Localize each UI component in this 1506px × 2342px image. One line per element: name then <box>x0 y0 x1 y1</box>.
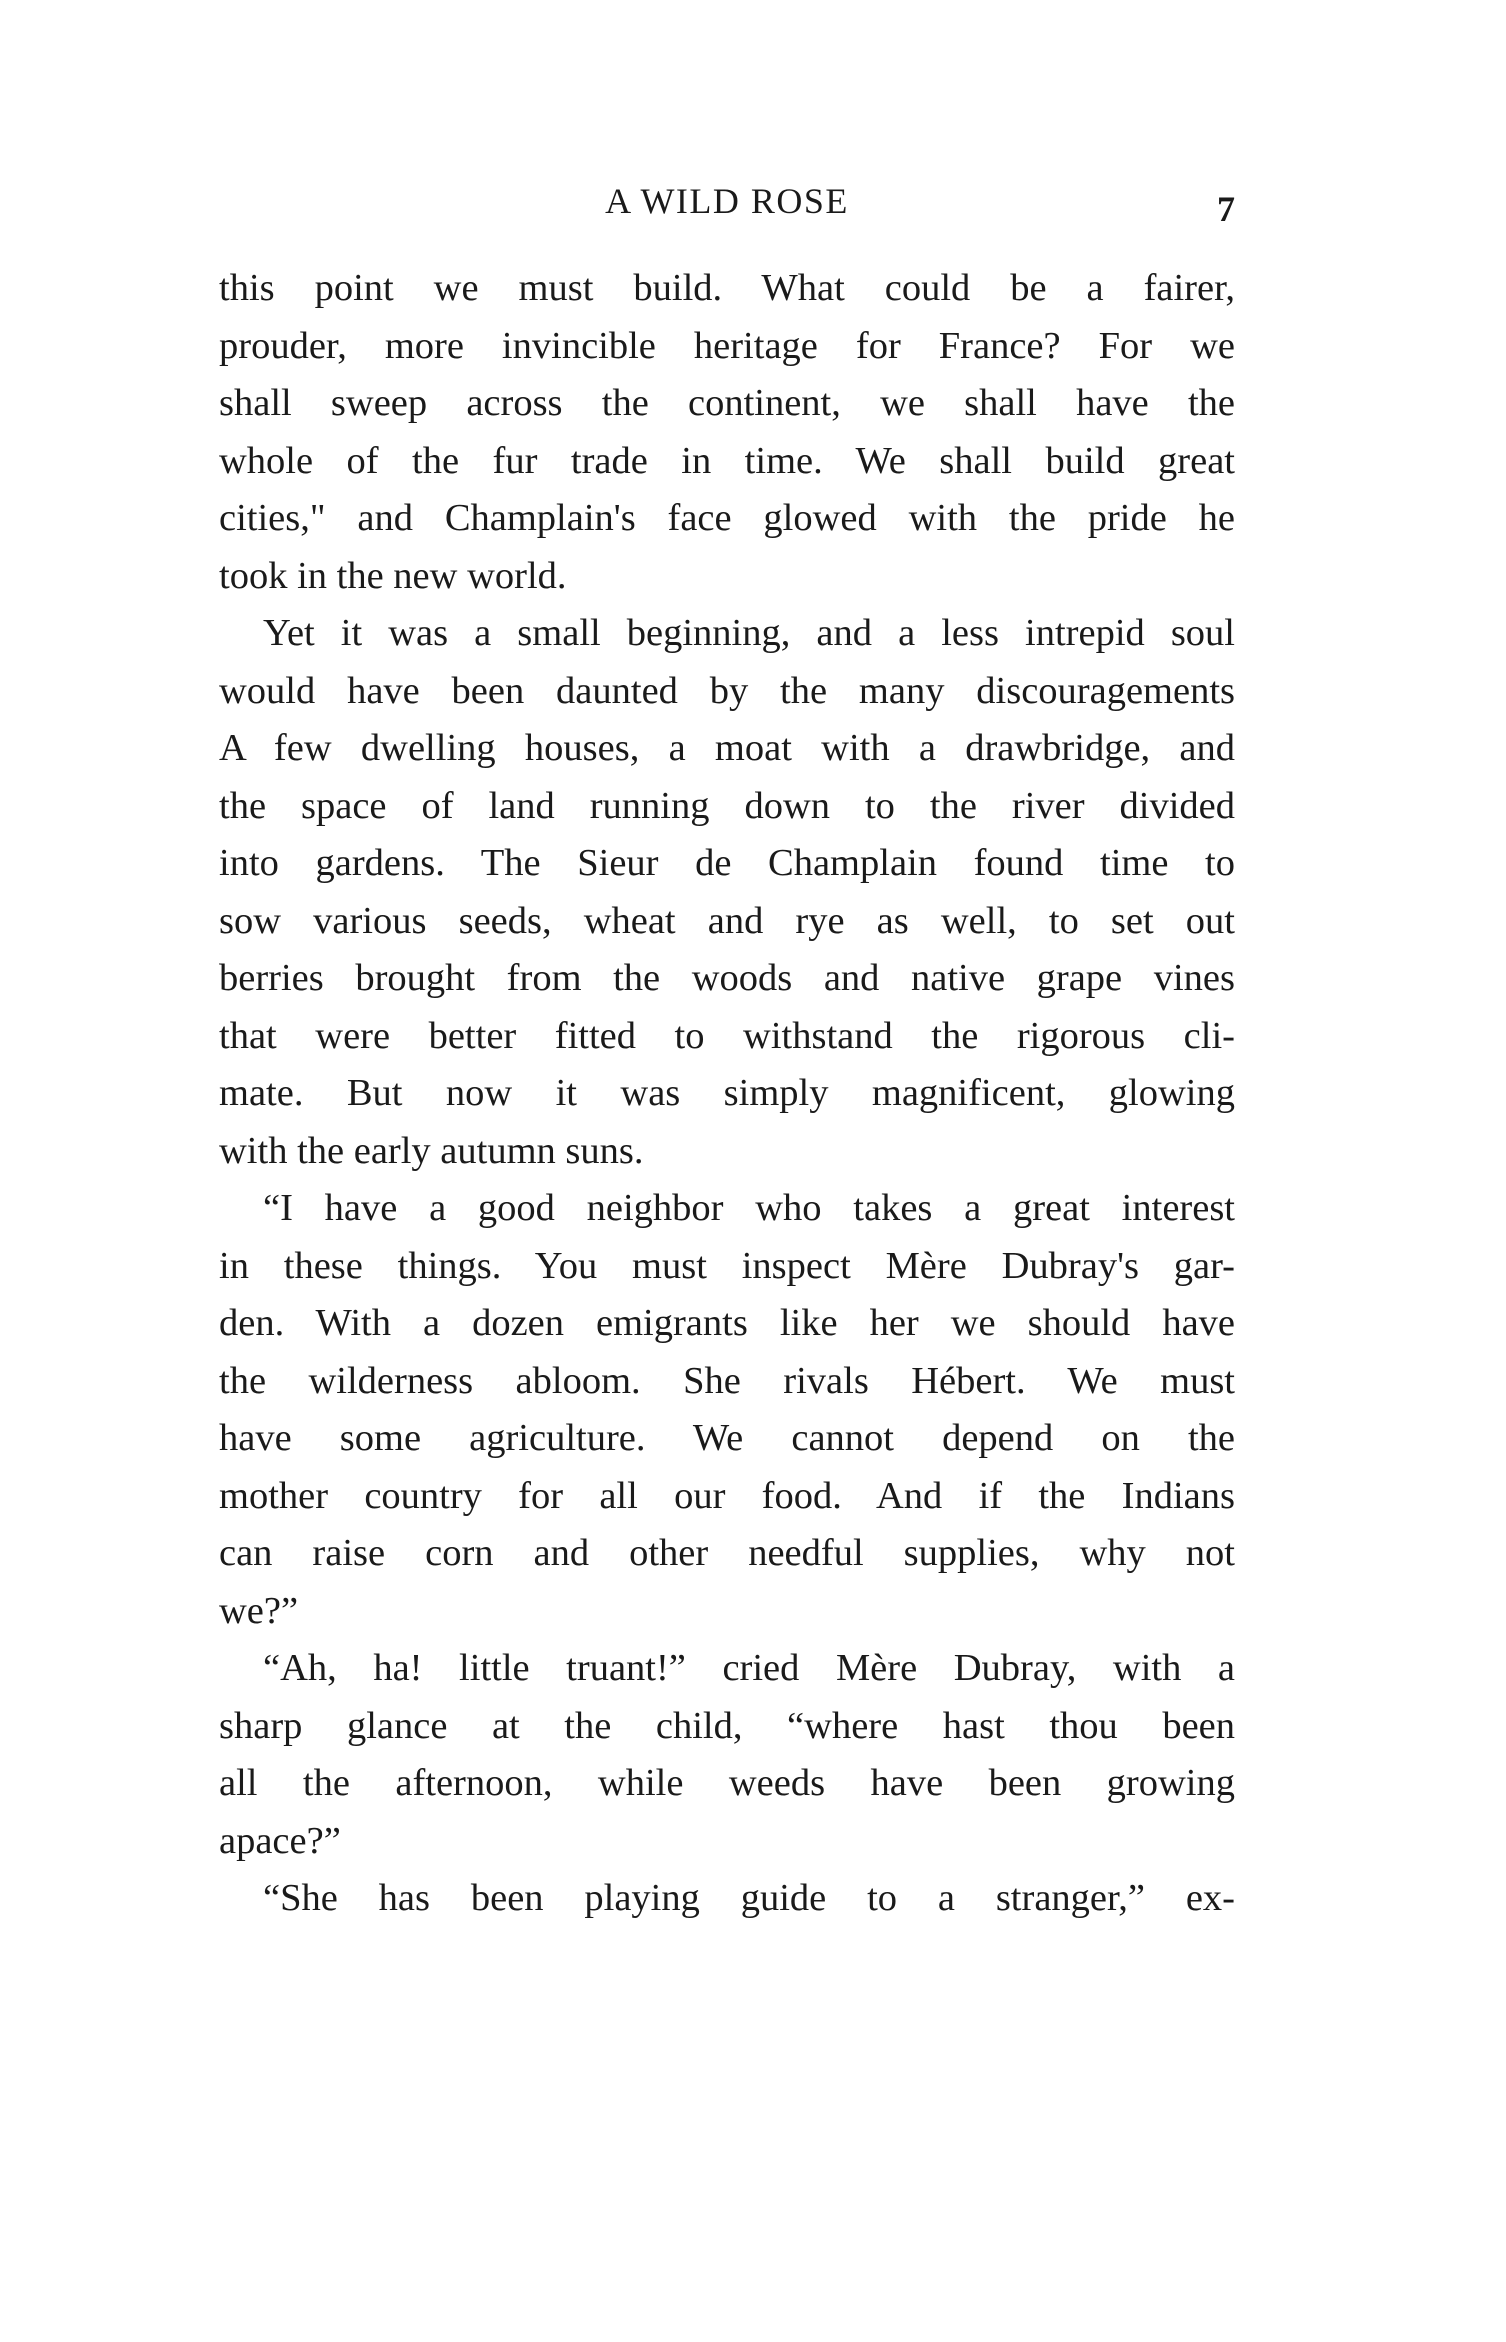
text-line: the space of land running down to the river divided <box>219 784 1235 827</box>
text-line: all the afternoon, while weeds have been growing <box>219 1762 1235 1804</box>
text-line: den. With a dozen emigrants like her we should have <box>219 1302 1235 1344</box>
text-line: sharp glance at the child, “where hast thou been <box>219 1704 1235 1747</box>
paragraph <box>219 1640 1235 1870</box>
text-line: Yet it was a small beginning, and a less intrepid soul <box>263 612 1235 654</box>
running-head <box>219 176 1235 236</box>
text-line: this point we must build. What could be a fairer, <box>219 267 1235 309</box>
text-line: have some agriculture. We cannot depend on the <box>219 1417 1235 1459</box>
text-line: apace?” <box>219 1819 341 1862</box>
body-text <box>219 260 1235 1928</box>
text-line: in these things. You must inspect Mère Dubray's gar- <box>219 1244 1235 1287</box>
text-line: “I have a good neighbor who takes a great interest <box>263 1187 1235 1229</box>
text-line: that were better fitted to withstand the rigorous cli- <box>219 1014 1235 1057</box>
text-line: prouder, more invincible heritage for France? For we <box>219 324 1235 367</box>
text-line: “She has been playing guide to a stranger,” ex- <box>263 1877 1235 1919</box>
text-line: into gardens. The Sieur de Champlain found time to <box>219 842 1235 884</box>
text-line: mother country for all our food. And if the Indians <box>219 1474 1235 1517</box>
text-line: the wilderness abloom. She rivals Hébert. We must <box>219 1359 1235 1402</box>
text-line: we?” <box>219 1589 299 1632</box>
paragraph <box>219 1870 1235 1928</box>
text-line: with the early autumn suns. <box>219 1129 644 1172</box>
text-line: A few dwelling houses, a moat with a drawbridge, and <box>219 727 1235 769</box>
text-line: would have been daunted by the many discouragements <box>219 669 1235 712</box>
running-title: A WILD ROSE <box>605 181 849 221</box>
page-number: 7 <box>1217 189 1235 229</box>
paragraph <box>219 605 1235 1180</box>
paragraph <box>219 260 1235 605</box>
paragraph <box>219 1180 1235 1640</box>
text-line: can raise corn and other needful supplies, why not <box>219 1532 1235 1574</box>
text-line: cities," and Champlain's face glowed with the pride he <box>219 497 1235 539</box>
text-line: whole of the fur trade in time. We shall build great <box>219 439 1235 482</box>
text-line: mate. But now it was simply magnificent, glowing <box>219 1072 1235 1114</box>
text-line: shall sweep across the continent, we shall have the <box>219 382 1235 424</box>
text-line: “Ah, ha! little truant!” cried Mère Dubray, with a <box>263 1647 1235 1689</box>
text-line: took in the new world. <box>219 554 567 597</box>
text-line: berries brought from the woods and native grape vines <box>219 957 1235 999</box>
text-line: sow various seeds, wheat and rye as well, to set out <box>219 899 1235 942</box>
